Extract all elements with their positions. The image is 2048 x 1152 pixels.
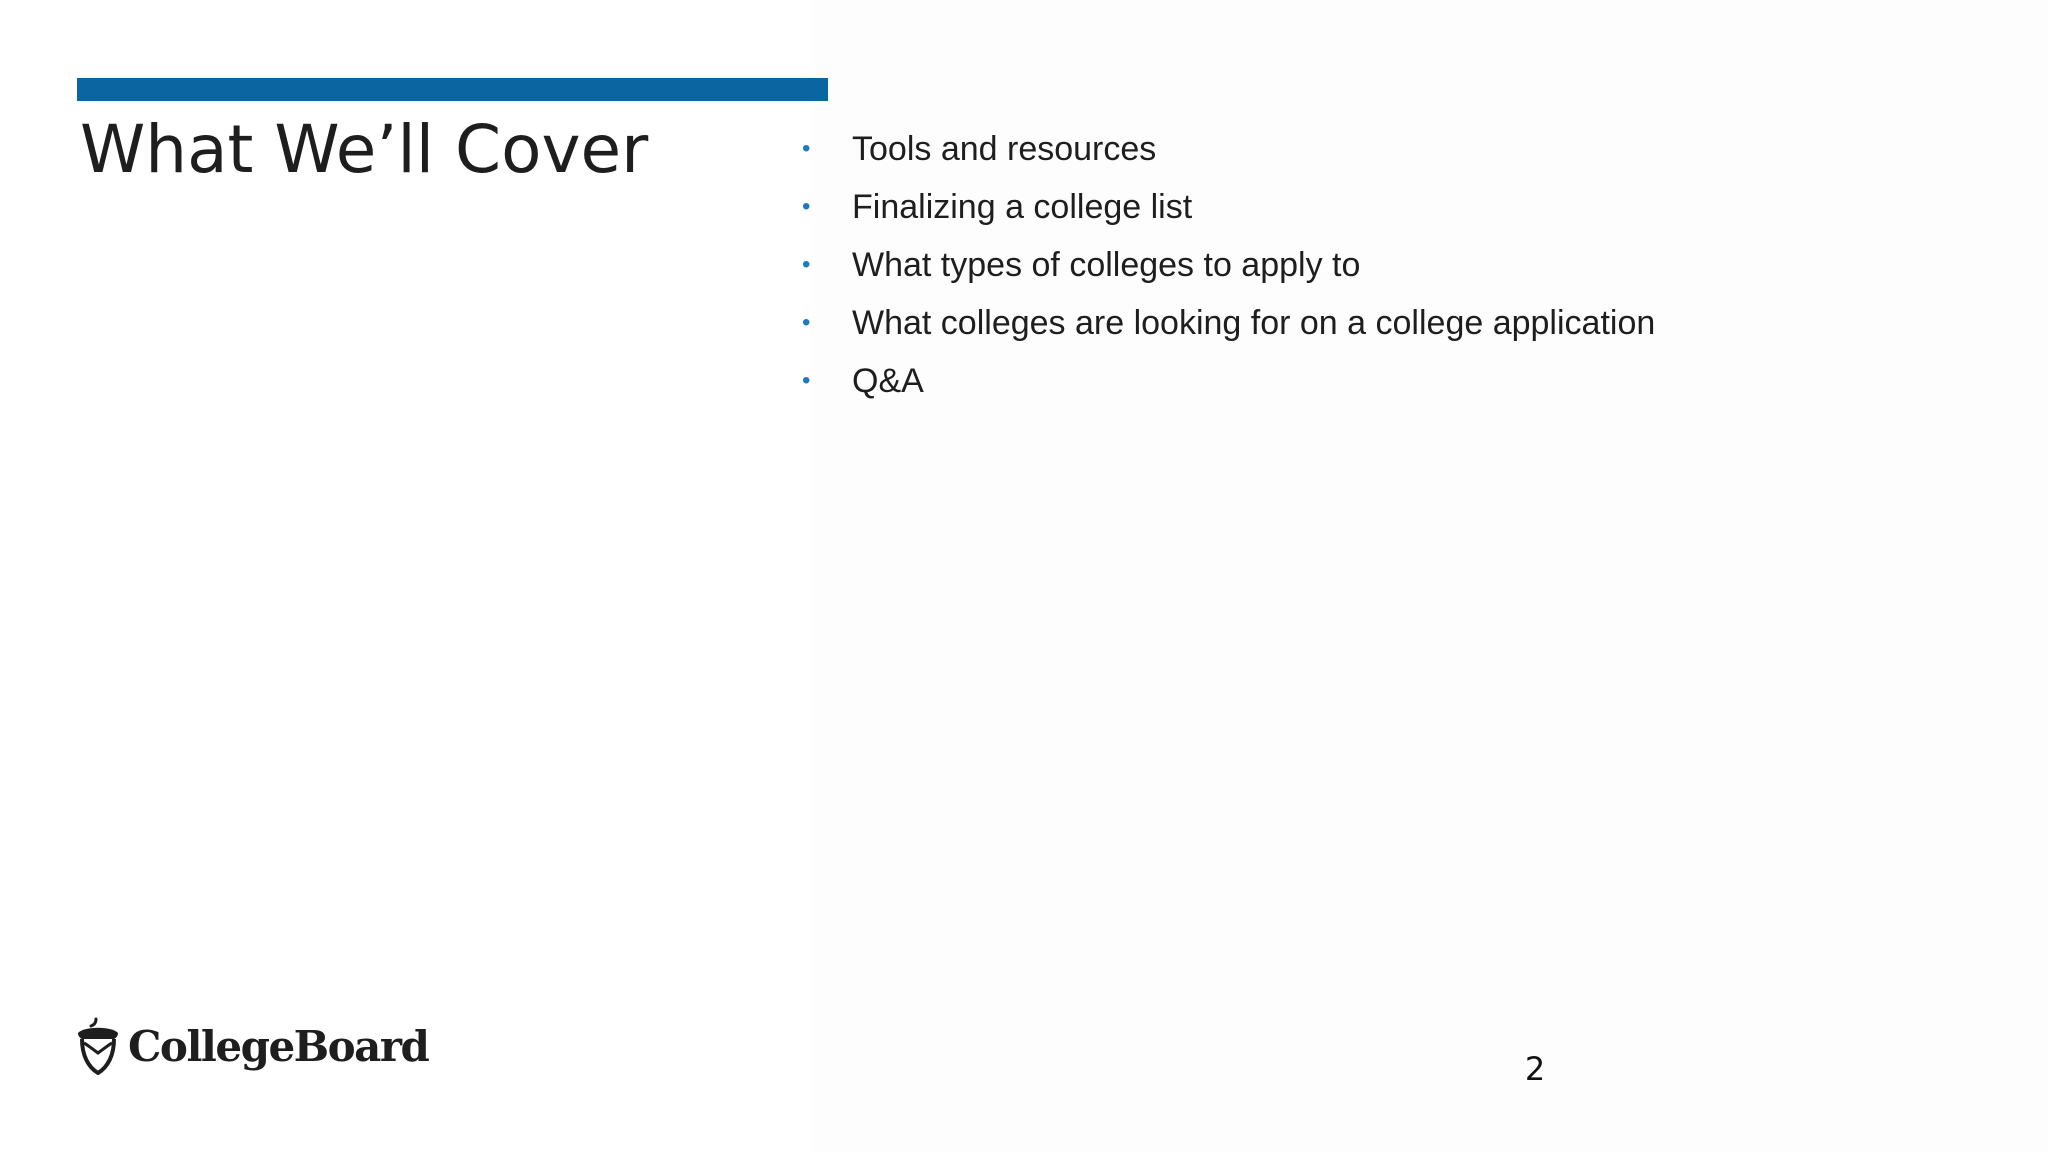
bullet-item xyxy=(800,352,1655,410)
bullet-icon: • xyxy=(802,367,811,394)
title-accent-bar xyxy=(77,78,828,101)
slide-title: What We’ll Cover xyxy=(80,111,649,188)
page-number: 2 xyxy=(1524,1050,1546,1088)
bullet-item xyxy=(800,294,1655,352)
bullet-text: Q&A xyxy=(852,361,924,400)
bullet-text: What types of colleges to apply to xyxy=(852,245,1361,284)
acorn-icon xyxy=(74,1017,122,1075)
collegeboard-logo xyxy=(74,1016,428,1076)
bullet-icon: • xyxy=(802,309,811,336)
bullet-icon: • xyxy=(802,135,811,162)
bullet-text: Tools and resources xyxy=(852,129,1157,168)
bullet-text: What colleges are looking for on a college application xyxy=(852,303,1656,342)
bullet-item xyxy=(800,120,1655,178)
bullet-item xyxy=(800,236,1655,294)
bullet-text: Finalizing a college list xyxy=(852,187,1193,226)
bullet-item xyxy=(800,178,1655,236)
logo-wordmark: CollegeBoard xyxy=(128,1021,429,1071)
bullet-icon: • xyxy=(802,193,811,220)
bullet-icon: • xyxy=(802,251,811,278)
bullet-list xyxy=(800,120,1655,410)
